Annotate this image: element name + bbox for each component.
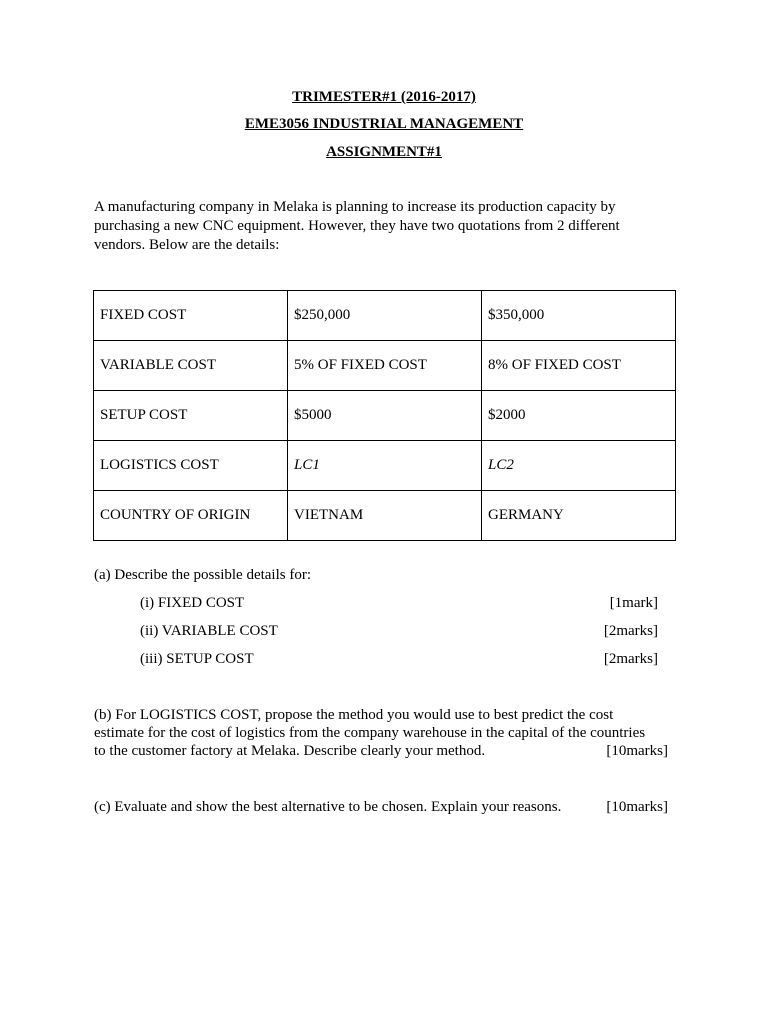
- row-label: VARIABLE COST: [94, 341, 288, 391]
- question-b-line: to the customer factory at Melaka. Describe clearly your method.: [94, 743, 486, 759]
- assignment-heading: ASSIGNMENT#1: [326, 144, 442, 160]
- trimester-heading: TRIMESTER#1 (2016-2017): [292, 89, 476, 105]
- marks-label: [1mark]: [609, 595, 658, 611]
- vendor-a-value: $5000: [288, 391, 482, 441]
- question-a-item: [140, 650, 658, 668]
- marks-label: [10marks]: [606, 743, 668, 759]
- intro-paragraph: [94, 198, 674, 255]
- intro-line: purchasing a new CNC equipment. However, they have two quotations from 2 different: [94, 218, 620, 234]
- marks-label: [2marks]: [603, 651, 658, 667]
- course-heading: EME3056 INDUSTRIAL MANAGEMENT: [244, 116, 524, 132]
- table-row: [94, 341, 676, 391]
- sub-question-label: (iii) SETUP COST: [140, 651, 254, 667]
- question-a-item: [140, 622, 658, 640]
- vendor-b-value: $350,000: [482, 291, 676, 341]
- quotation-table: [93, 290, 676, 541]
- sub-question-label: (ii) VARIABLE COST: [140, 623, 278, 639]
- table-row: [94, 291, 676, 341]
- vendor-b-value: $2000: [482, 391, 676, 441]
- question-a-title: (a) Describe the possible details for:: [94, 567, 312, 583]
- row-label: COUNTRY OF ORIGIN: [94, 491, 288, 541]
- table-row: [94, 491, 676, 541]
- marks-label: [2marks]: [603, 623, 658, 639]
- question-c-text: (c) Evaluate and show the best alternative to be chosen. Explain your reasons.: [94, 799, 562, 815]
- row-label: LOGISTICS COST: [94, 441, 288, 491]
- vendor-a-value: VIETNAM: [288, 491, 482, 541]
- table-row: [94, 441, 676, 491]
- question-b-line: (b) For LOGISTICS COST, propose the method you would use to best predict the cost: [94, 707, 614, 723]
- row-label: SETUP COST: [94, 391, 288, 441]
- vendor-b-value: LC2: [482, 441, 676, 491]
- vendor-a-value: 5% OF FIXED COST: [288, 341, 482, 391]
- question-b-line: estimate for the cost of logistics from the company warehouse in the capital of the countries: [94, 725, 646, 741]
- vendor-b-value: 8% OF FIXED COST: [482, 341, 676, 391]
- table-row: [94, 391, 676, 441]
- question-c: [94, 798, 668, 816]
- marks-label: [10marks]: [606, 799, 668, 815]
- sub-question-label: (i) FIXED COST: [140, 595, 245, 611]
- intro-line: A manufacturing company in Melaka is planning to increase its production capacity by: [94, 199, 616, 215]
- vendor-a-value: LC1: [288, 441, 482, 491]
- question-b: [94, 706, 668, 760]
- question-a-item: [140, 594, 658, 612]
- vendor-b-value: GERMANY: [482, 491, 676, 541]
- intro-line: vendors. Below are the details:: [94, 237, 280, 253]
- vendor-a-value: $250,000: [288, 291, 482, 341]
- row-label: FIXED COST: [94, 291, 288, 341]
